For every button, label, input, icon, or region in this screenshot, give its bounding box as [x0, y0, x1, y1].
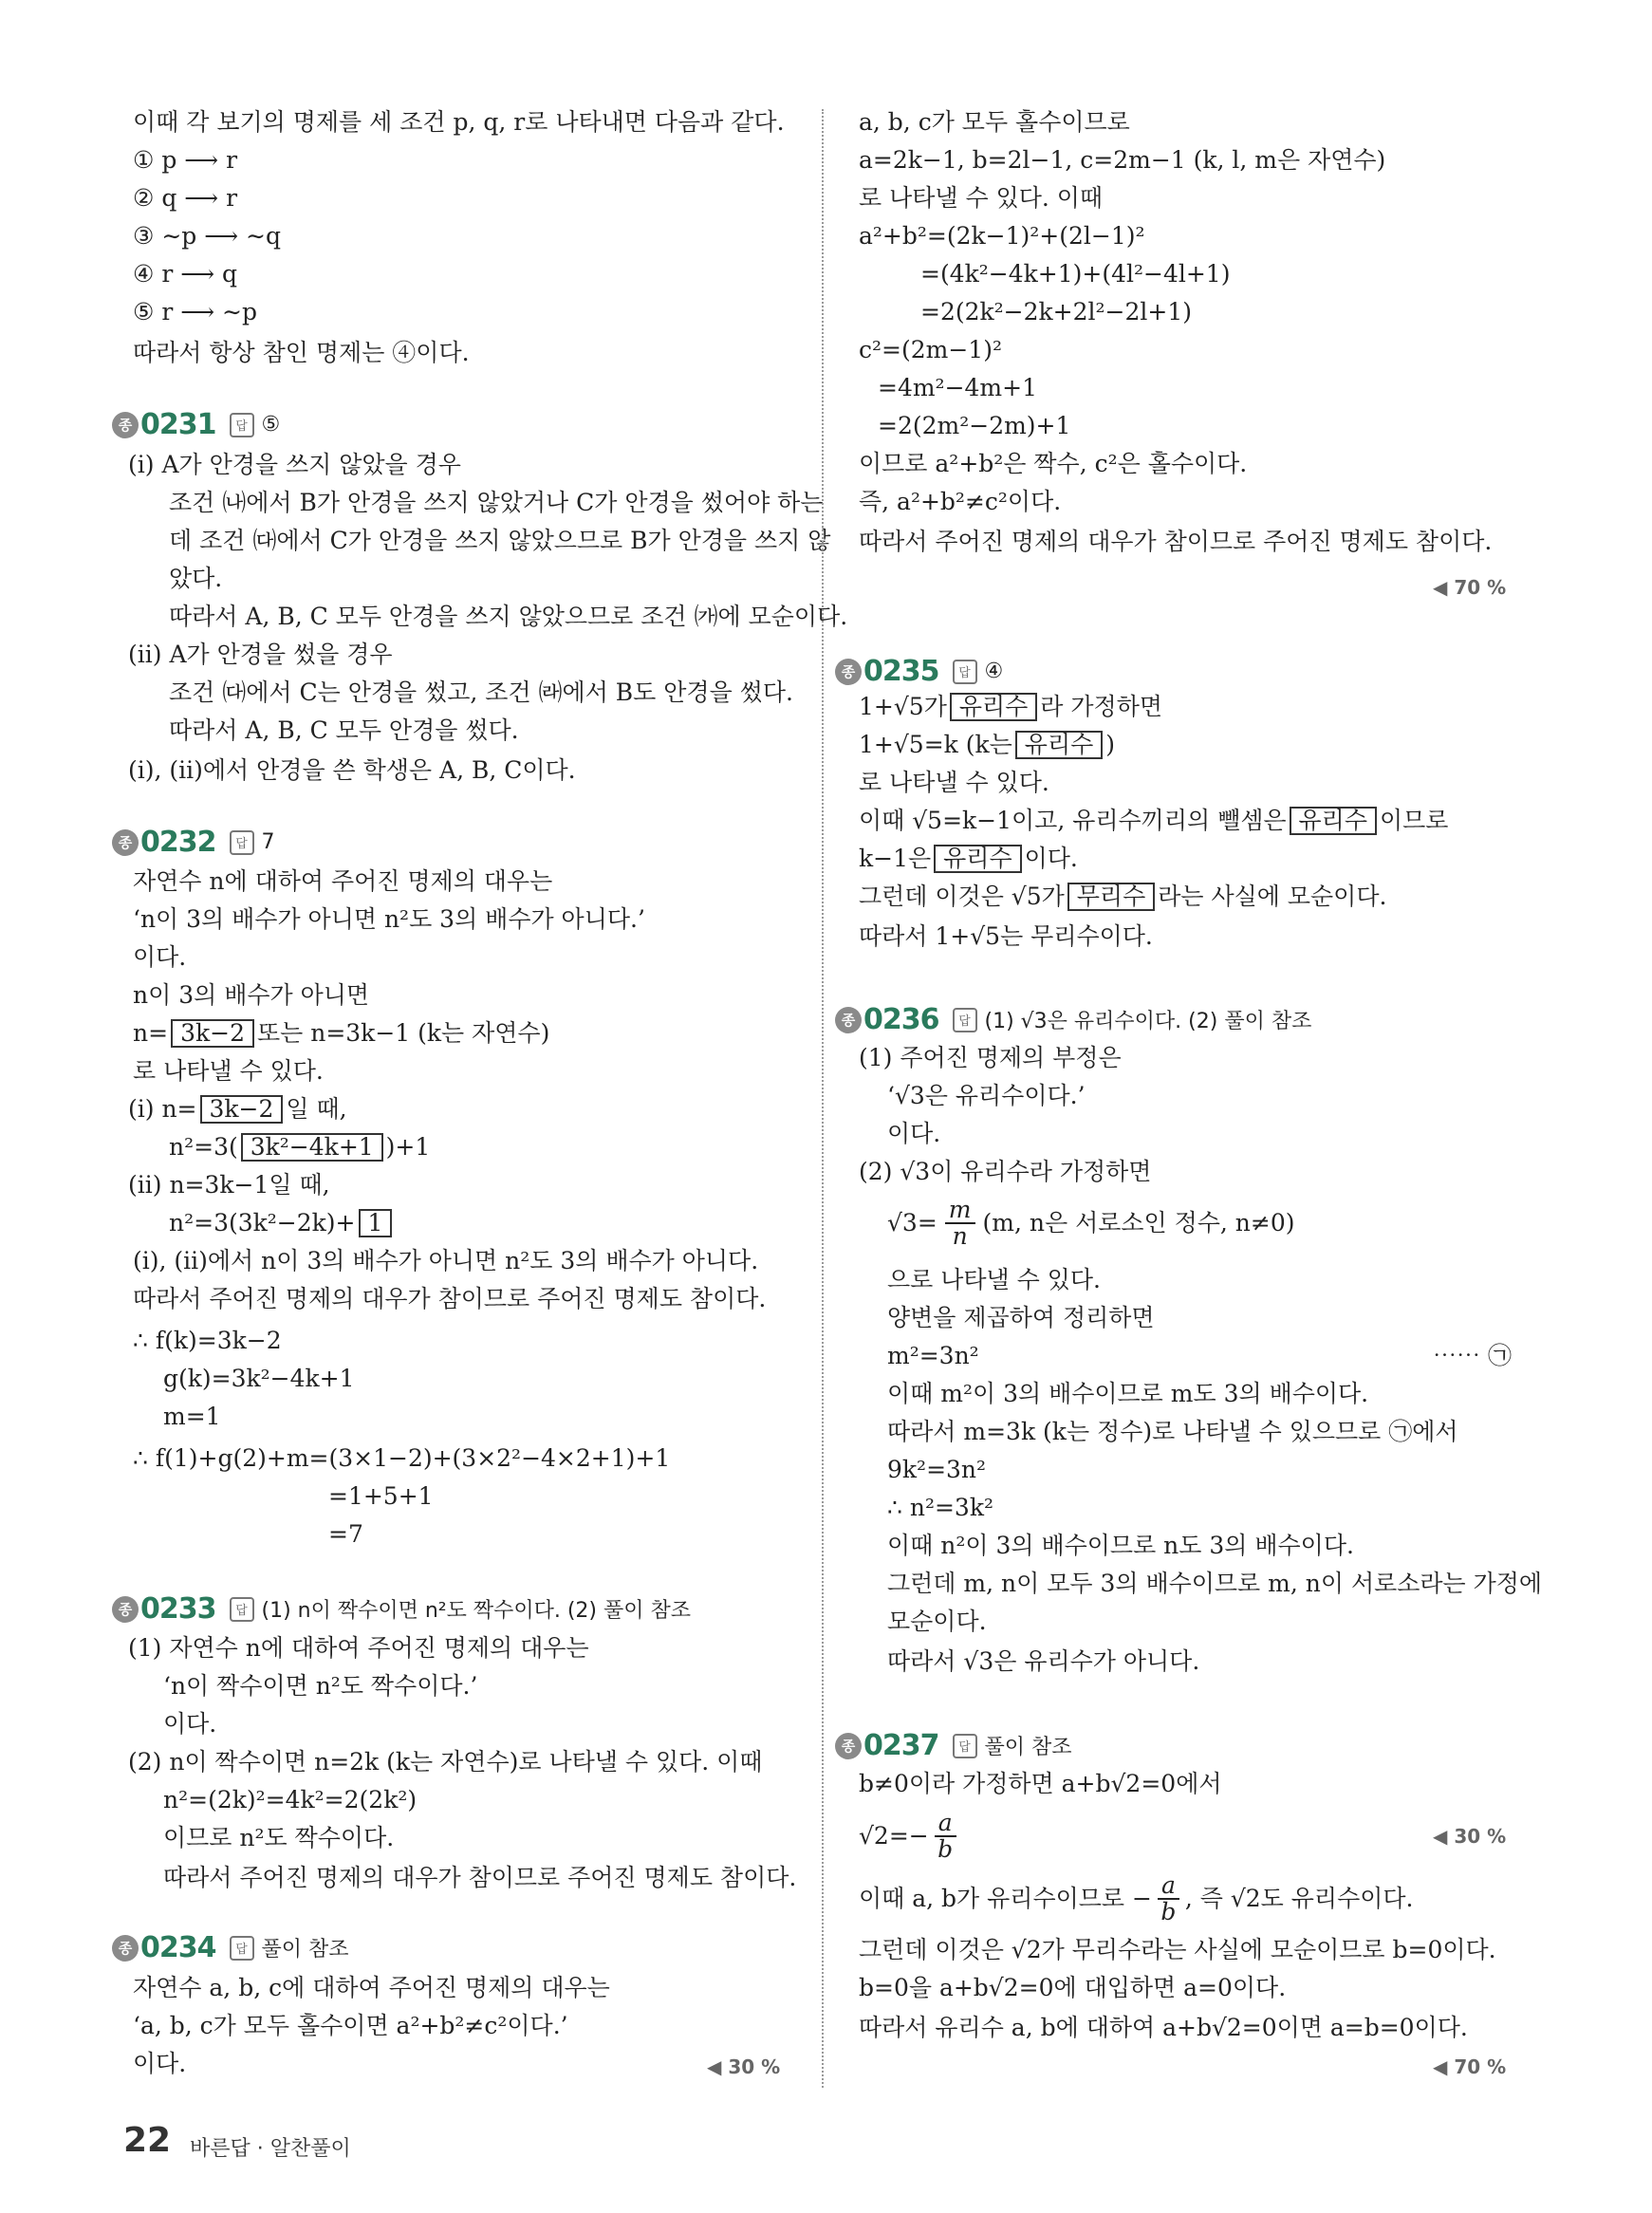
text-line: =2(2k²−2k+2l²−2l+1) — [920, 298, 1193, 325]
badge-icon: 종 — [112, 1596, 139, 1623]
answer-text: 7 — [261, 830, 275, 854]
text-line — [859, 805, 1448, 837]
page-number: 22 — [123, 2121, 172, 2160]
text-fragment: (m, n은 서로소인 정수, n≠0) — [982, 1209, 1295, 1237]
blank-box: 유리수 — [934, 845, 1021, 873]
text-line: (ⅱ) n=3k−1일 때, — [128, 1171, 330, 1199]
badge-icon: 종 — [112, 1935, 139, 1962]
text-fragment: 1+√5가 — [859, 693, 947, 720]
text-line: =4m²−4m+1 — [878, 374, 1037, 401]
text-fragment: √2=− — [859, 1822, 929, 1850]
text-line: g(k)=3k²−4k+1 — [163, 1365, 355, 1392]
text-fragment: 라 가정하면 — [1040, 693, 1162, 720]
fraction-line — [859, 1873, 1413, 1925]
text-fragment: )+1 — [385, 1133, 431, 1161]
footer-title: 바른답 · 알찬풀이 — [190, 2137, 351, 2161]
text-line: a, b, c가 모두 홀수이므로 — [859, 108, 1130, 136]
difficulty-percent: ◀ 30 % — [707, 2055, 781, 2078]
difficulty-percent: ◀ 30 % — [1433, 1825, 1507, 1848]
badge-icon: 종 — [835, 659, 862, 685]
text-line: 자연수 n에 대하여 주어진 명제의 대우는 — [133, 867, 553, 895]
text-line: ∴ n²=3k² — [887, 1494, 993, 1521]
text-line: n이 3의 배수가 아니면 — [133, 981, 370, 1009]
text-fragment: 라는 사실에 모순이다. — [1158, 883, 1387, 910]
text-line: ③ ∼p ⟶ ∼q — [133, 222, 281, 250]
fraction-line — [859, 1811, 956, 1862]
text-line: ① p ⟶ r — [133, 146, 238, 174]
text-line: =(4k²−4k+1)+(4l²−4l+1) — [920, 260, 1231, 288]
text-line: 따라서 주어진 명제의 대우가 참이므로 주어진 명제도 참이다. — [133, 1285, 767, 1312]
text-line: (1) 주어진 명제의 부정은 — [859, 1044, 1122, 1071]
blank-box: 1 — [359, 1209, 393, 1237]
text-line: ‘n이 짝수이면 n²도 짝수이다.’ — [163, 1672, 478, 1700]
text-line: 따라서 √3은 유리수가 아니다. — [887, 1647, 1200, 1675]
text-line: n²=(2k)²=4k²=2(2k²) — [163, 1786, 418, 1813]
text-line: 이때 n²이 3의 배수이므로 n도 3의 배수이다. — [887, 1532, 1354, 1559]
text-fragment: 일 때, — [286, 1095, 347, 1123]
text-line: ④ r ⟶ q — [133, 260, 238, 288]
text-line: 이므로 n²도 짝수이다. — [163, 1824, 395, 1851]
problem-header — [835, 655, 1003, 688]
blank-box: 3k−2 — [171, 1019, 254, 1048]
text-line: 따라서 A, B, C 모두 안경을 썼다. — [169, 716, 519, 744]
text-line: a²+b²=(2k−1)²+(2l−1)² — [859, 222, 1145, 250]
text-line: (2) n이 짝수이면 n=2k (k는 자연수)로 나타낼 수 있다. 이때 — [128, 1748, 763, 1776]
answer-text: 풀이 참조 — [261, 1938, 349, 1962]
fraction — [935, 1811, 956, 1862]
text-line: ‘n이 3의 배수가 아니면 n²도 3의 배수가 아니다.’ — [133, 905, 645, 933]
fraction-numerator: a — [935, 1811, 956, 1837]
text-line — [169, 1207, 395, 1239]
text-line: 이다. — [163, 1710, 217, 1738]
fraction-denominator: n — [952, 1222, 968, 1250]
blank-box: 유리수 — [1015, 731, 1103, 759]
answer-icon: 답 — [953, 1008, 977, 1032]
text-line: m=1 — [163, 1403, 221, 1430]
text-line: 따라서 주어진 명제의 대우가 참이므로 주어진 명제도 참이다. — [859, 528, 1493, 555]
text-fragment: n= — [133, 1019, 169, 1047]
text-line: b=0을 a+b√2=0에 대입하면 a=0이다. — [859, 1974, 1287, 2001]
problem-header — [835, 1003, 1311, 1036]
fraction — [1158, 1873, 1179, 1925]
text-fragment: k−1은 — [859, 845, 932, 872]
problem-header — [112, 408, 280, 441]
text-line: 따라서 주어진 명제의 대우가 참이므로 주어진 명제도 참이다. — [163, 1864, 797, 1891]
problem-number: 0231 — [140, 408, 216, 441]
text-line: (ⅰ), (ⅱ)에서 안경을 쓴 학생은 A, B, C이다. — [128, 756, 576, 784]
text-line: =7 — [328, 1520, 363, 1548]
text-line: =1+5+1 — [328, 1482, 434, 1510]
text-fragment: 이때 a, b가 유리수이므로 − — [859, 1885, 1152, 1912]
text-line: 로 나타낼 수 있다. 이때 — [859, 184, 1104, 212]
fraction-denominator: b — [937, 1835, 954, 1863]
text-fragment: (ⅰ) n= — [128, 1095, 197, 1123]
text-fragment: n²=3(3k²−2k)+ — [169, 1209, 356, 1237]
text-line — [859, 881, 1386, 913]
text-line: 으로 나타낼 수 있다. — [887, 1266, 1101, 1293]
text-line: 이다. — [887, 1120, 941, 1147]
blank-box: 3k−2 — [200, 1095, 284, 1124]
text-fragment: , 즉 √2도 유리수이다. — [1184, 1885, 1414, 1912]
text-line: 따라서 A, B, C 모두 안경을 쓰지 않았으므로 조건 ㈎에 모순이다. — [169, 603, 848, 630]
text-line: (ⅰ) A가 안경을 쓰지 않았을 경우 — [128, 451, 461, 478]
text-line: 이때 각 보기의 명제를 세 조건 p, q, r로 나타내면 다음과 같다. — [133, 108, 785, 136]
text-line: a=2k−1, b=2l−1, c=2m−1 (k, l, m은 자연수) — [859, 146, 1386, 174]
answer-text: (1) n이 짝수이면 n²도 짝수이다. (2) 풀이 참조 — [261, 1599, 692, 1623]
text-line: 이때 m²이 3의 배수이므로 m도 3의 배수이다. — [887, 1380, 1369, 1407]
answer-text: ⑤ — [261, 413, 281, 437]
fraction-line — [887, 1198, 1295, 1249]
text-line: 따라서 1+√5는 무리수이다. — [859, 922, 1153, 950]
text-line: c²=(2m−1)² — [859, 336, 1002, 363]
blank-box: 3k²−4k+1 — [241, 1133, 383, 1162]
text-line: b≠0이라 가정하면 a+b√2=0에서 — [859, 1770, 1222, 1797]
text-line: 이다. — [133, 943, 187, 971]
text-line: 았다. — [169, 565, 223, 592]
problem-number: 0232 — [140, 826, 216, 859]
text-line: 양변을 제곱하여 정리하면 — [887, 1304, 1155, 1331]
fraction-denominator: b — [1160, 1898, 1177, 1925]
text-fragment: 이때 √5=k−1이고, 유리수끼리의 뺄셈은 — [859, 807, 1287, 834]
badge-icon: 종 — [835, 1007, 862, 1033]
difficulty-percent: ◀ 70 % — [1433, 2055, 1507, 2078]
text-line: (2) √3이 유리수라 가정하면 — [859, 1158, 1152, 1185]
problem-number: 0236 — [863, 1003, 939, 1036]
text-line: 따라서 유리수 a, b에 대하여 a+b√2=0이면 a=b=0이다. — [859, 2014, 1468, 2041]
text-line: 이므로 a²+b²은 짝수, c²은 홀수이다. — [859, 450, 1248, 477]
text-line: 9k²=3n² — [887, 1456, 987, 1483]
text-line: ⑤ r ⟶ ∼p — [133, 298, 257, 325]
answer-icon: 답 — [230, 1597, 254, 1622]
text-fragment: 이다. — [1024, 845, 1078, 872]
text-line: ∴ f(1)+g(2)+m=(3×1−2)+(3×2²−4×2+1)+1 — [133, 1444, 671, 1472]
text-line: 그런데 이것은 √2가 무리수라는 사실에 모순이므로 b=0이다. — [859, 1936, 1496, 1963]
text-line: (ⅱ) A가 안경을 썼을 경우 — [128, 641, 393, 668]
badge-icon: 종 — [835, 1733, 862, 1759]
answer-icon: 답 — [953, 1734, 977, 1758]
problem-number: 0235 — [863, 655, 939, 688]
text-fragment: ) — [1105, 731, 1116, 758]
answer-icon: 답 — [230, 1936, 254, 1961]
text-line: 로 나타낼 수 있다. — [133, 1057, 324, 1085]
text-line: ‘a, b, c가 모두 홀수이면 a²+b²≠c²이다.’ — [133, 2012, 568, 2039]
answer-text: (1) √3은 유리수이다. (2) 풀이 참조 — [984, 1010, 1312, 1033]
text-line: 조건 ㈐에서 C는 안경을 썼고, 조건 ㈑에서 B도 안경을 썼다. — [169, 679, 793, 706]
text-line — [859, 729, 1115, 761]
fraction — [945, 1198, 975, 1249]
text-line: 즉, a²+b²≠c²이다. — [859, 488, 1062, 515]
text-line: 모순이다. — [887, 1608, 987, 1635]
text-line: m²=3n² — [887, 1342, 979, 1369]
text-fragment: 1+√5=k (k는 — [859, 731, 1012, 758]
problem-number: 0233 — [140, 1592, 216, 1626]
problem-number: 0237 — [863, 1729, 939, 1762]
text-line: ② q ⟶ r — [133, 184, 238, 212]
answer-text: ④ — [984, 660, 1004, 683]
column-divider — [822, 109, 824, 2088]
answer-icon: 답 — [230, 830, 254, 855]
text-line: 그런데 m, n이 모두 3의 배수이므로 m, n이 서로소라는 가정에 — [887, 1570, 1543, 1597]
fraction-numerator: m — [945, 1198, 975, 1224]
text-line: (1) 자연수 n에 대하여 주어진 명제의 대우는 — [128, 1634, 589, 1662]
text-fragment: √3= — [887, 1209, 937, 1237]
text-line: (ⅰ), (ⅱ)에서 n이 3의 배수가 아니면 n²도 3의 배수가 아니다. — [133, 1247, 759, 1274]
problem-header — [835, 1729, 1072, 1762]
answer-text: 풀이 참조 — [984, 1736, 1072, 1759]
problem-header — [112, 1592, 691, 1626]
text-line: =2(2m²−2m)+1 — [878, 412, 1071, 439]
problem-header — [112, 1931, 349, 1964]
text-line — [128, 1093, 347, 1125]
fraction-numerator: a — [1158, 1873, 1179, 1900]
text-line: 따라서 m=3k (k는 정수)로 나타낼 수 있으므로 ㉠에서 — [887, 1418, 1458, 1445]
text-line: 로 나타낼 수 있다. — [859, 769, 1049, 796]
text-line: 데 조건 ㈐에서 C가 안경을 쓰지 않았으므로 B가 안경을 쓰지 않 — [169, 527, 831, 554]
text-line — [859, 843, 1078, 875]
text-line — [133, 1017, 549, 1050]
blank-box: 유리수 — [950, 693, 1037, 721]
text-fragment: 그런데 이것은 √5가 — [859, 883, 1065, 910]
text-line — [169, 1131, 430, 1163]
text-line: ∴ f(k)=3k−2 — [133, 1327, 282, 1354]
text-line: 따라서 항상 참인 명제는 ④이다. — [133, 339, 470, 366]
text-fragment: 또는 n=3k−1 (k는 자연수) — [256, 1019, 550, 1047]
problem-number: 0234 — [140, 1931, 216, 1964]
text-line: 조건 ㈏에서 B가 안경을 쓰지 않았거나 C가 안경을 썼어야 하는 — [169, 489, 824, 516]
text-line — [859, 691, 1162, 723]
text-line: 자연수 a, b, c에 대하여 주어진 명제의 대우는 — [133, 1974, 610, 2001]
equation-mark: ⋯⋯ ㉠ — [1433, 1342, 1512, 1369]
badge-icon: 종 — [112, 829, 139, 856]
text-fragment: 이므로 — [1379, 807, 1449, 834]
text-line: 이다. — [133, 2050, 187, 2077]
answer-icon: 답 — [230, 413, 254, 437]
text-line: ‘√3은 유리수이다.’ — [887, 1082, 1086, 1109]
text-fragment: n²=3( — [169, 1133, 238, 1161]
badge-icon: 종 — [112, 412, 139, 438]
answer-icon: 답 — [953, 660, 977, 684]
blank-box: 무리수 — [1067, 883, 1155, 911]
problem-header — [112, 826, 275, 859]
blank-box: 유리수 — [1290, 807, 1377, 835]
difficulty-percent: ◀ 70 % — [1433, 576, 1507, 599]
